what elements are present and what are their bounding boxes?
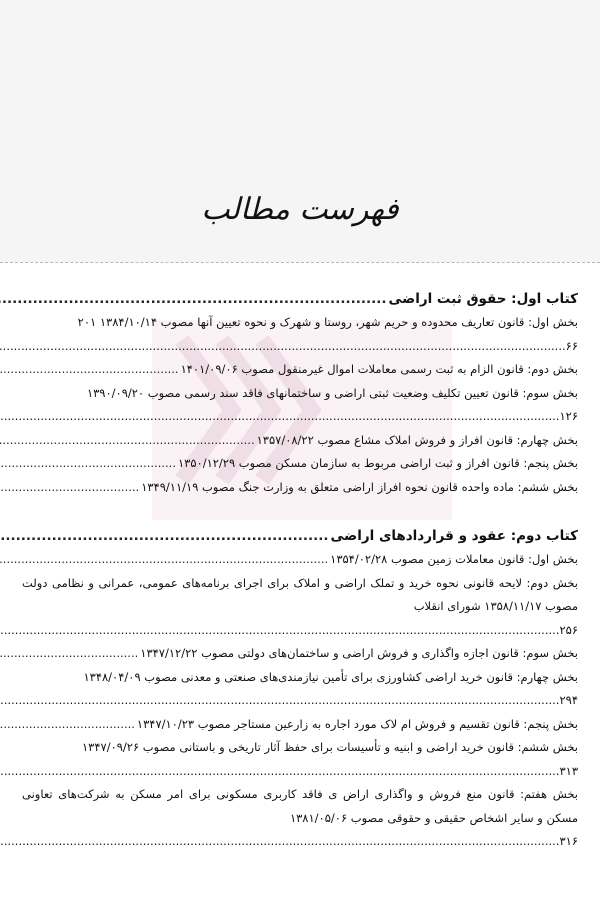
leader-dots	[0, 476, 139, 500]
page-number: ۶۶	[565, 338, 578, 353]
leader-dots	[0, 358, 179, 382]
entry-text: بخش سوم: قانون اجازه واگذاری و فروش اراضی و ساختمان‌های دولتی مصوب ۱۳۴۷/۱۲/۲۲	[140, 646, 578, 660]
leader-dots	[0, 335, 566, 359]
leader-dots	[0, 689, 559, 713]
entry-text: بخش پنجم: قانون افراز و ثبت اراضی مربوط به سازمان مسکن مصوب ۱۳۵۰/۱۲/۲۹	[177, 456, 578, 470]
book-title: کتاب دوم: عقود و قراردادهای اراضی	[330, 528, 578, 544]
page-title: فهرست مطالب	[201, 192, 399, 227]
toc-entry[interactable]	[22, 382, 578, 429]
entry-text: بخش چهارم: قانون خرید اراضی کشاورزی برای تأمین نیازمندی‌های صنعتی و معدنی مصوب ۱۳۴۸/۰۴/۰۹	[83, 669, 578, 684]
leader-dots	[0, 548, 328, 572]
book-1	[22, 288, 578, 499]
leader-dots	[0, 642, 138, 666]
toc-entry[interactable]	[22, 358, 578, 382]
page-number: ۲۵۶	[559, 622, 578, 637]
toc-entry[interactable]	[22, 452, 578, 476]
toc-entry[interactable]	[22, 783, 578, 854]
toc-entry[interactable]	[22, 713, 578, 737]
entry-text: بخش دوم: لایحه قانونی نحوه خرید و تملک اراضی و املاک برای اجرای برنامه‌های عمومی، عمرانی و نظامی دولت مصوب ۱۳۵۸/۱۱/۱۷ شورای انقلاب	[22, 575, 578, 613]
leader-dots	[0, 452, 176, 476]
book-heading[interactable]	[22, 288, 578, 311]
book-2	[22, 525, 578, 854]
leader-dots	[0, 619, 559, 643]
toc-entry[interactable]	[22, 548, 578, 572]
leader-dots	[0, 760, 559, 784]
page-number: ۳۱۳	[559, 763, 578, 778]
leader-dots	[0, 288, 386, 311]
entry-text: بخش پنجم: قانون تقسیم و فروش ام لاک مورد اجاره به زارعین مستاجر مصوب ۱۳۴۷/۱۰/۲۳	[136, 716, 578, 731]
toc-entry[interactable]	[22, 476, 578, 500]
leader-dots	[0, 830, 559, 854]
leader-dots	[0, 713, 135, 737]
leader-dots	[0, 405, 559, 429]
book-heading[interactable]	[22, 525, 578, 548]
entry-text: بخش دوم: قانون الزام به ثبت رسمی معاملات اموال غیرمنقول مصوب ۱۴۰۱/۰۹/۰۶	[180, 362, 578, 376]
page-number: ۳۱۶	[559, 834, 578, 848]
toc-entry[interactable]	[22, 666, 578, 713]
book-title: کتاب اول: حقوق ثبت اراضی	[388, 291, 578, 307]
toc-entry[interactable]	[22, 311, 578, 358]
toc-entry[interactable]	[22, 429, 578, 453]
entry-text: بخش اول: قانون تعاریف محدوده و حریم شهر، روستا و شهرک و نحوه تعیین آنها مصوب ۱۳۸۴/۱۰/۱۴ ۲۰۱	[77, 315, 578, 329]
toc-entry[interactable]	[22, 642, 578, 666]
entry-text: بخش ششم: ماده واحده قانون نحوه افراز اراضی متعلق به وزارت جنگ مصوب ۱۳۴۹/۱۱/۱۹	[141, 479, 578, 494]
leader-dots	[0, 429, 255, 453]
leader-dots	[0, 525, 329, 548]
toc-entry[interactable]	[22, 736, 578, 783]
table-of-contents	[22, 288, 578, 854]
title-divider	[0, 262, 600, 263]
toc-entry[interactable]	[22, 572, 578, 643]
entry-text: بخش سوم: قانون تعیین تکلیف وضعیت ثبتی اراضی و ساختمانهای فاقد سند رسمی مصوب ۱۳۹۰/۰۹/۲۰	[86, 385, 578, 400]
entry-text: بخش ششم: قانون خرید اراضی و ابنیه و تأسیسات برای حفظ آثار تاریخی و باستانی مصوب ۱۳۴۷/۰۹/۲۶	[81, 740, 578, 754]
entry-text: بخش اول: قانون معاملات زمین مصوب ۱۳۵۴/۰۲/۲۸	[330, 552, 578, 566]
entry-text: بخش چهارم: قانون افراز و فروش املاک مشاع مصوب ۱۳۵۷/۰۸/۲۲	[256, 432, 578, 447]
entry-text: بخش هفتم: قانون منع فروش و واگذاری اراض ی فاقد کاربری مسکونی برای امر مسکن به شرکت‌های تعاونی مسکن و سایر اشخاص حقیقی و حقوقی مصوب ۱۳۸۱/۰۵/۰۶	[22, 787, 578, 825]
page-number: ۲۹۴	[559, 693, 578, 707]
page-number: ۱۲۶	[559, 409, 578, 423]
